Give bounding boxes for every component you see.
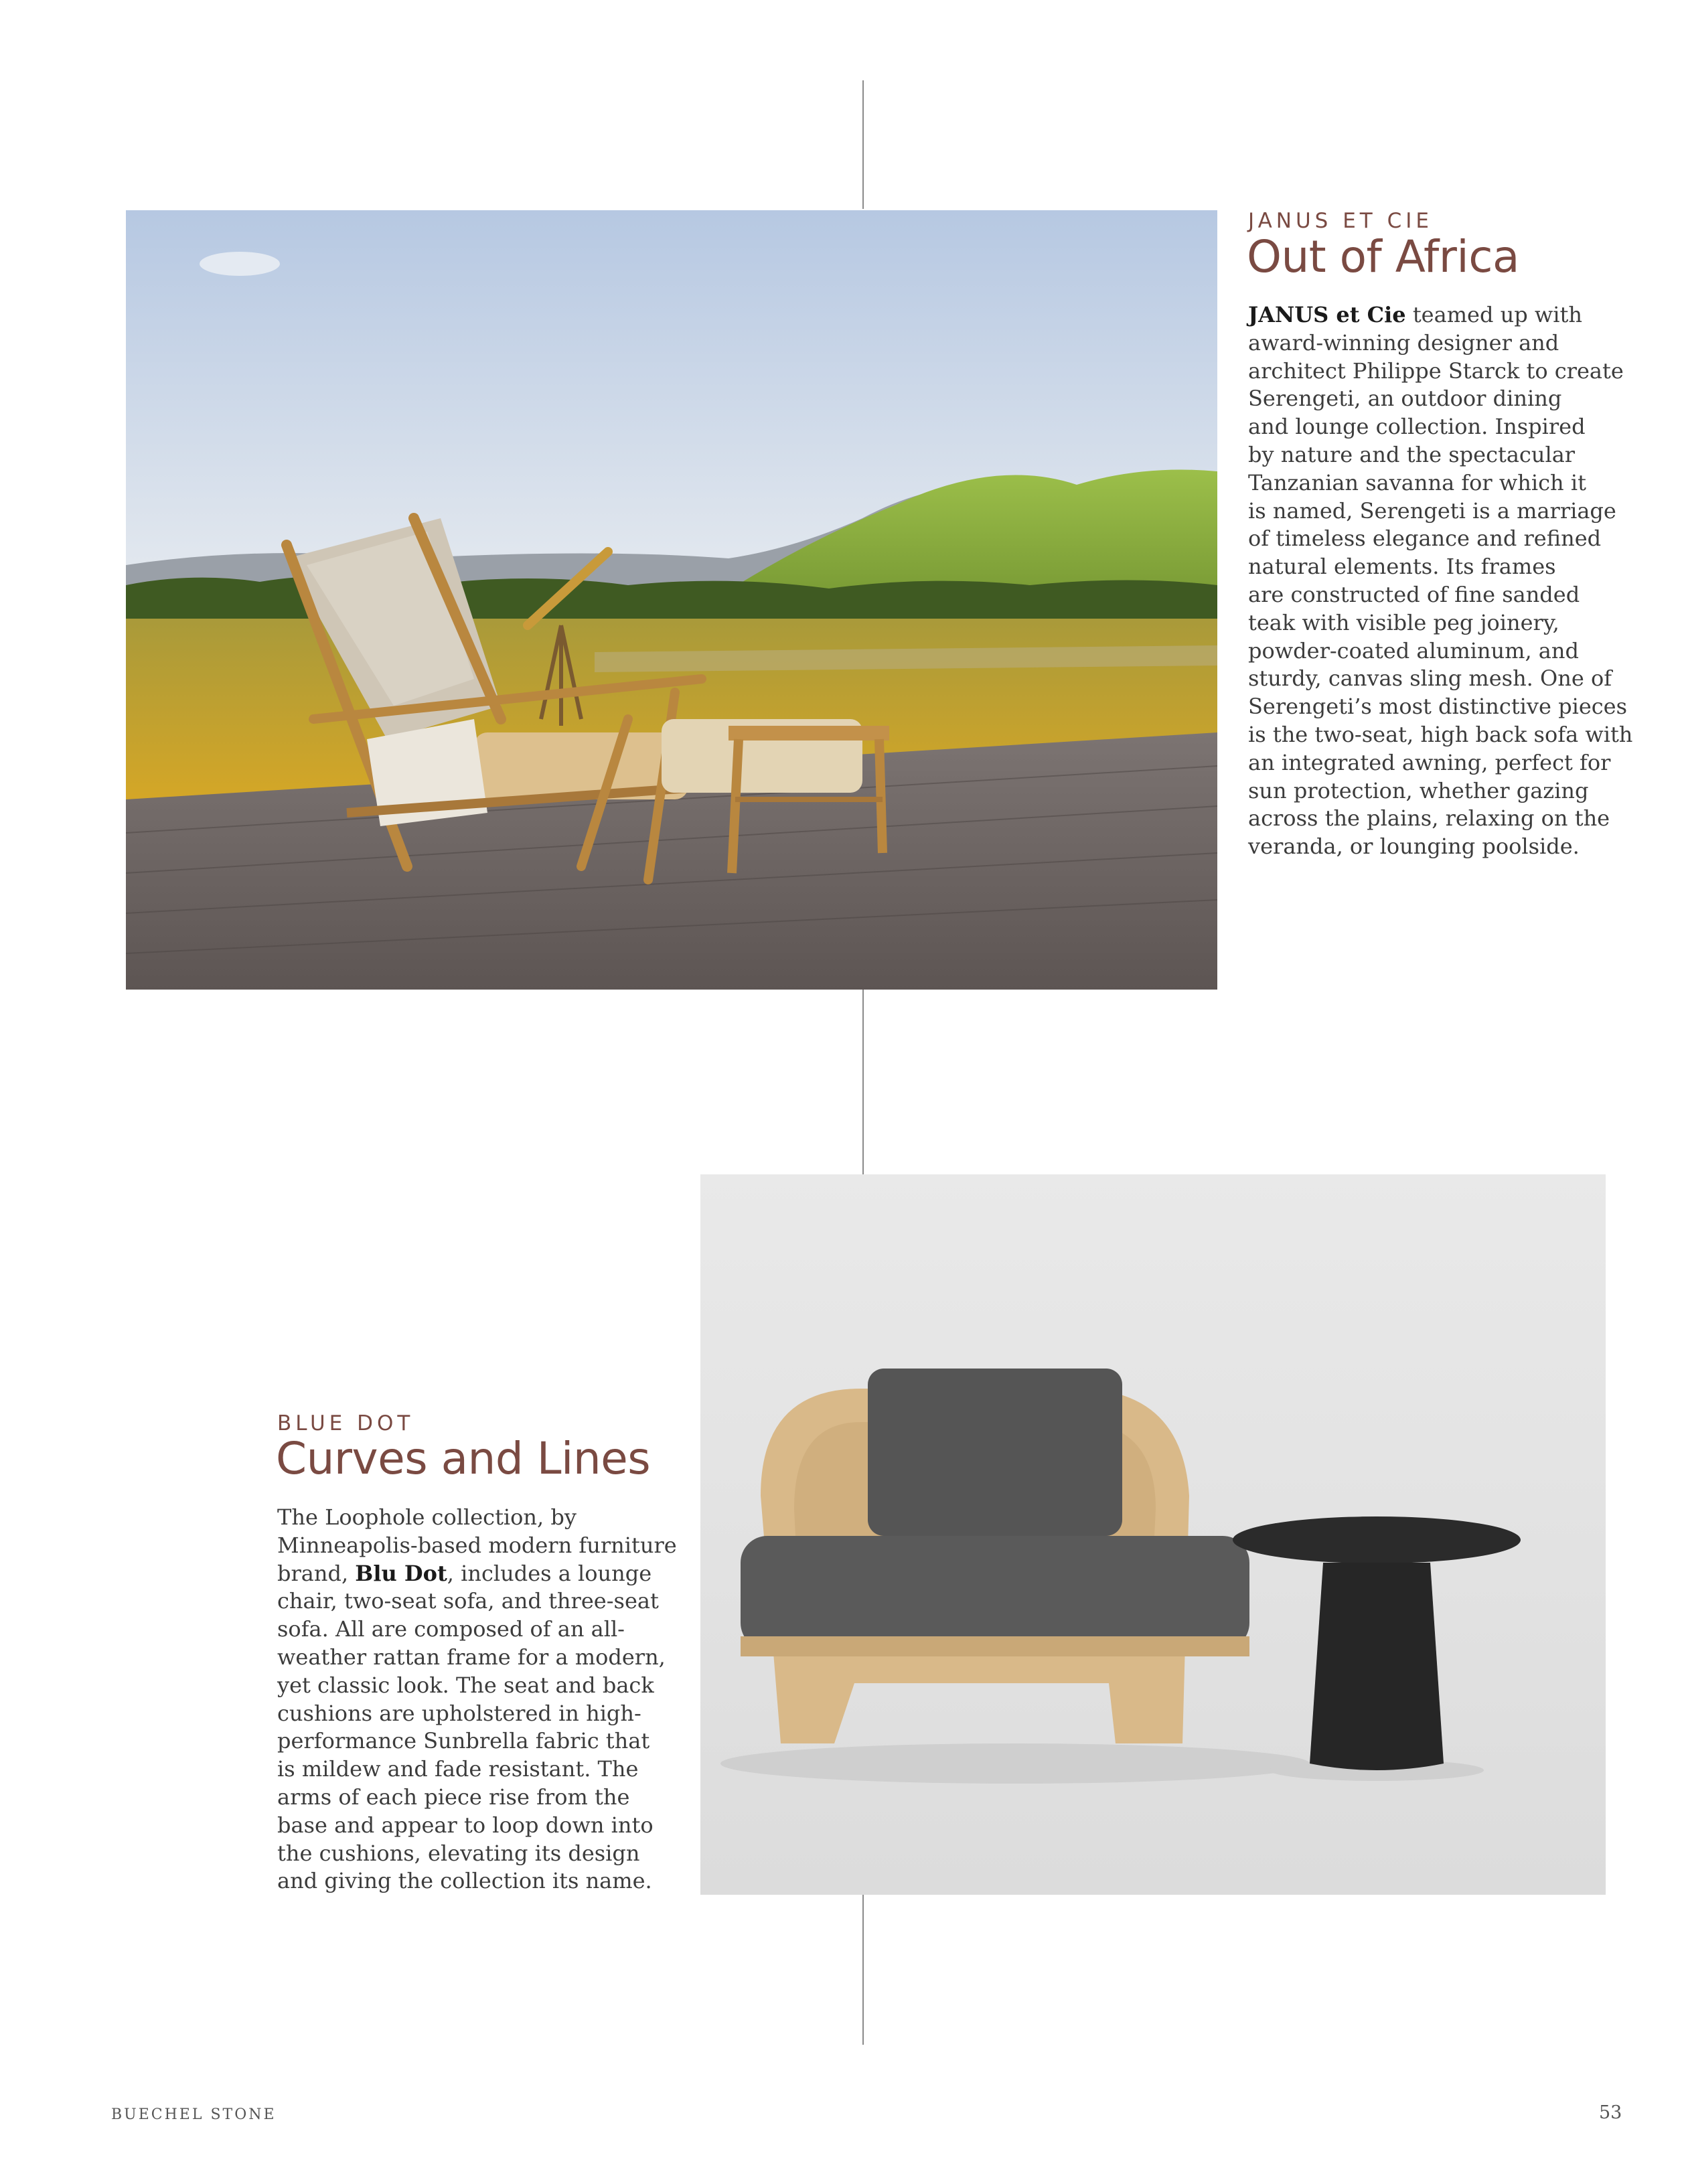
article2-brand: Blu Dot bbox=[355, 1560, 447, 1586]
center-divider-middle bbox=[862, 990, 864, 1174]
article1-body: JANUS et Cie teamed up with award-winning designer and architect Philippe Starck to create Serengeti, an outdoor dining and lounge collection. Inspired by nature and the spectacular Tanzanian savanna for which it is named, Serengeti is a marriage of timeless elegance and refined natural elements. Its frames are constructed of fine sanded teak with visible peg joinery, powder-coated aluminum, and sturdy, canvas sling mesh. One of Serengeti’s most distinctive pieces is the two-seat, high back sofa with an integrated awning, perfect for sun protection, whether gazing across the plains, relaxing on the veranda, or lounging poolside. bbox=[1248, 302, 1633, 860]
loophole-chair-photo bbox=[700, 1174, 1606, 1895]
center-divider-bottom bbox=[862, 1895, 864, 2045]
page-number: 53 bbox=[1599, 2102, 1622, 2123]
article2-body: The Loophole collection, by Minneapolis-based modern furniture brand, Blu Dot, includes a lounge chair, two-seat sofa, and three-seat sofa. All are composed of an all- weather rattan frame for a modern, yet classic look. The seat and back cushions are upholstered in high- performance Sunbrella fabric that is mildew and fade resistant. The arms of each piece rise from the base and appear to loop down into the cushions, elevating its design and giving the collection its name. bbox=[277, 1504, 677, 1894]
publication-name: BUECHEL STONE bbox=[111, 2106, 277, 2123]
article1-brand: JANUS et Cie bbox=[1248, 302, 1406, 327]
article1-title: Out of Africa bbox=[1247, 231, 1519, 283]
center-divider-top bbox=[862, 80, 864, 209]
article2-kicker: BLUE DOT bbox=[277, 1411, 414, 1435]
article1-kicker: JANUS ET CIE bbox=[1248, 209, 1433, 233]
serengeti-lounge-photo bbox=[126, 210, 1217, 990]
article2-title: Curves and Lines bbox=[276, 1433, 651, 1484]
